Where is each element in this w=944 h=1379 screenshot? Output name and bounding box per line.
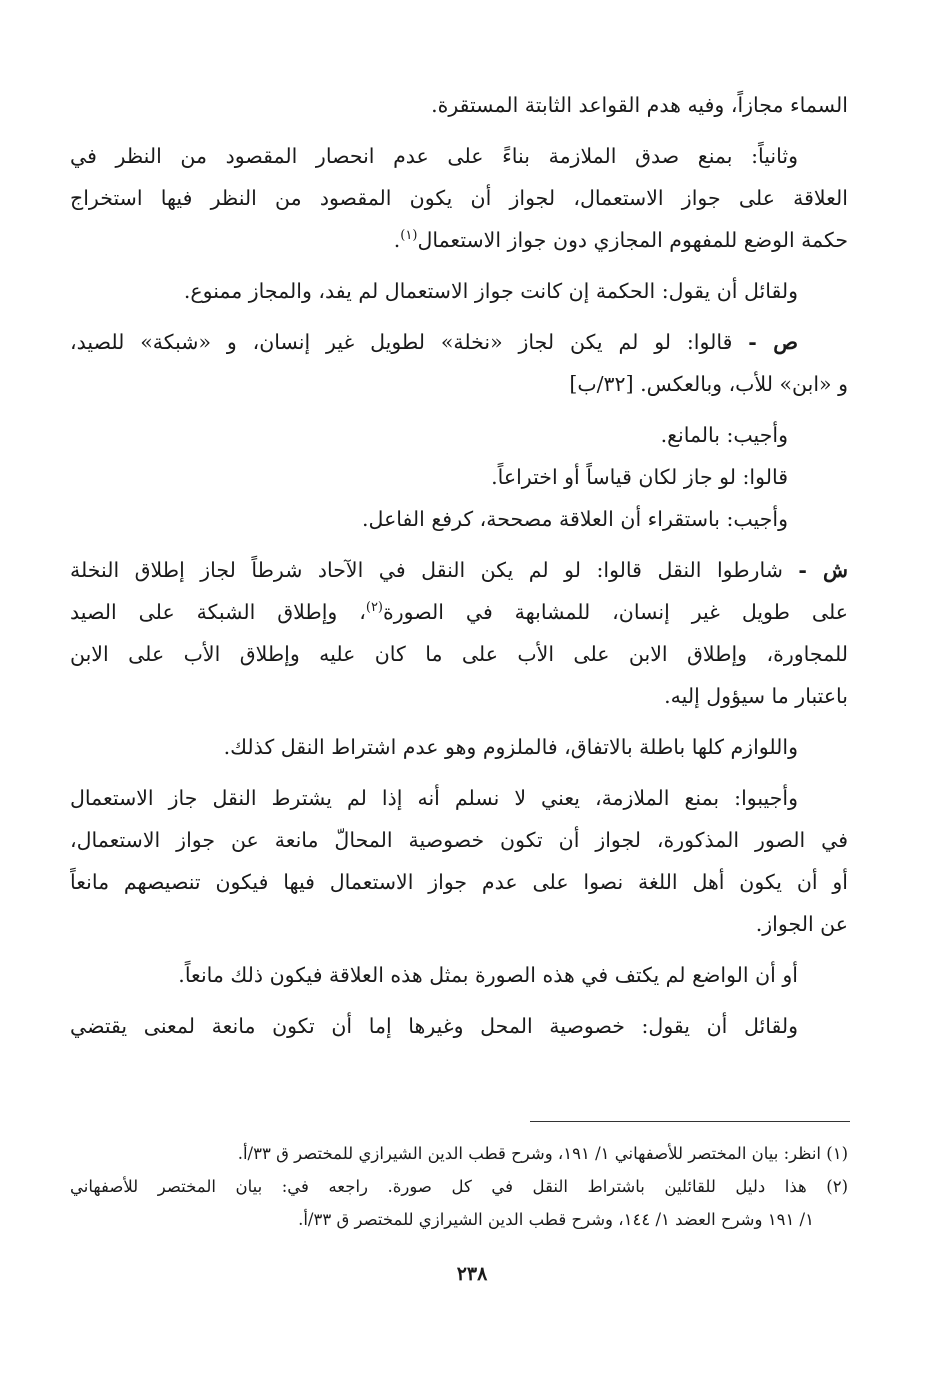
text-line: ولقائل أن يقول: الحكمة إن كانت جواز الاستعمال لم يفد، والمجاز ممنوع.	[183, 279, 798, 303]
text-line: في الصور المذكورة، لجواز أن تكون خصوصية المحالّ مانعة عن جواز الاستعمال،	[70, 828, 848, 852]
footnote-ref-2: (٢)	[365, 600, 383, 615]
text-line: و «ابن» للأب، وبالعكس. [٣٢/ب]	[569, 372, 848, 396]
line-text: ، وإطلاق الشبكة على الصيد	[70, 600, 366, 624]
sharh-marker: ش -	[798, 558, 848, 582]
text-line: واللوازم كلها باطلة بالاتفاق، فالملزوم وهو عدم اشتراط النقل كذلك.	[223, 735, 798, 759]
text-line: وأجيب: باستقراء أن العلاقة مصححة، كرفع الفاعل.	[362, 507, 788, 531]
text-line: ولقائل أن يقول: خصوصية المحل وغيرها إما أن تكون مانعة لمعنى يقتضي	[70, 1014, 798, 1038]
text-line: أو أن الواضع لم يكتف في هذه الصورة بمثل هذه العلاقة فيكون ذلك مانعاً.	[178, 963, 798, 987]
footnote-2-cont: ١/ ١٩١ وشرح العضد ١/ ١٤٤، وشرح قطب الدين الشيرازي للمختصر ق ٣٣/أ.	[298, 1210, 814, 1229]
text-line: للمجاورة، وإطلاق الابن على الأب على ما كان عليه وإطلاق الأب على الابن	[70, 642, 848, 666]
text-line: السماء مجازاً، وفيه هدم القواعد الثابتة المستقرة.	[431, 93, 848, 117]
text-line: قالوا: لو جاز لكان قياساً أو اختراعاً.	[491, 465, 788, 489]
text-line: باعتبار ما سيؤول إليه.	[664, 684, 848, 708]
text-line	[70, 321, 848, 363]
page-number: ٢٣٨	[456, 1263, 488, 1285]
line-text: .	[393, 228, 401, 252]
text-line	[70, 549, 848, 591]
text-line	[70, 591, 848, 633]
text-line: وثانياً: بمنع صدق الملازمة بناءً على عدم انحصار المقصود من النظر في	[70, 144, 798, 168]
main-text	[70, 84, 848, 1047]
footnote-ref-1: (١)	[400, 228, 418, 243]
text-line: وأجيب: بالمانع.	[660, 423, 788, 447]
line-text: شارطوا النقل قالوا: لو لم يكن النقل في الآحاد شرطاً لجاز إطلاق النخلة	[70, 558, 799, 582]
text-line: العلاقة على جواز الاستعمال، لجواز أن يكون المقصود من النظر فيها استخراج	[70, 186, 848, 210]
text-line: وأجيبوا: بمنع الملازمة، يعني لا نسلم أنه إذا لم يشترط النقل جاز الاستعمال	[70, 786, 798, 810]
matn-marker: ص -	[748, 330, 798, 354]
line-text: قالوا: لو لم يكن لجاز «نخلة» لطويل غير إنسان، و «شبكة» للصيد،	[70, 330, 749, 354]
footnotes	[70, 1137, 848, 1236]
footnote-1: (١) انظر: بيان المختصر للأصفهاني ١/ ١٩١، وشرح قطب الدين الشيرازي للمختصر ق ٣٣/أ.	[237, 1144, 848, 1163]
footnote-2: (٢) هذا دليل للقائلين باشتراط النقل في كل صورة. راجعه في: بيان المختصر للأصفهاني	[70, 1177, 848, 1196]
text-line	[70, 219, 848, 261]
line-text: حكمة الوضع للمفهوم المجازي دون جواز الاستعمال	[417, 228, 848, 252]
text-line: أو أن يكون أهل اللغة نصوا على عدم جواز الاستعمال فيها فيكون تنصيصهم مانعاً	[70, 870, 848, 894]
text-line: عن الجواز.	[755, 912, 848, 936]
footnote-separator	[530, 1121, 850, 1122]
line-text: على طويل غير إنسان، للمشابهة في الصورة	[383, 600, 848, 624]
